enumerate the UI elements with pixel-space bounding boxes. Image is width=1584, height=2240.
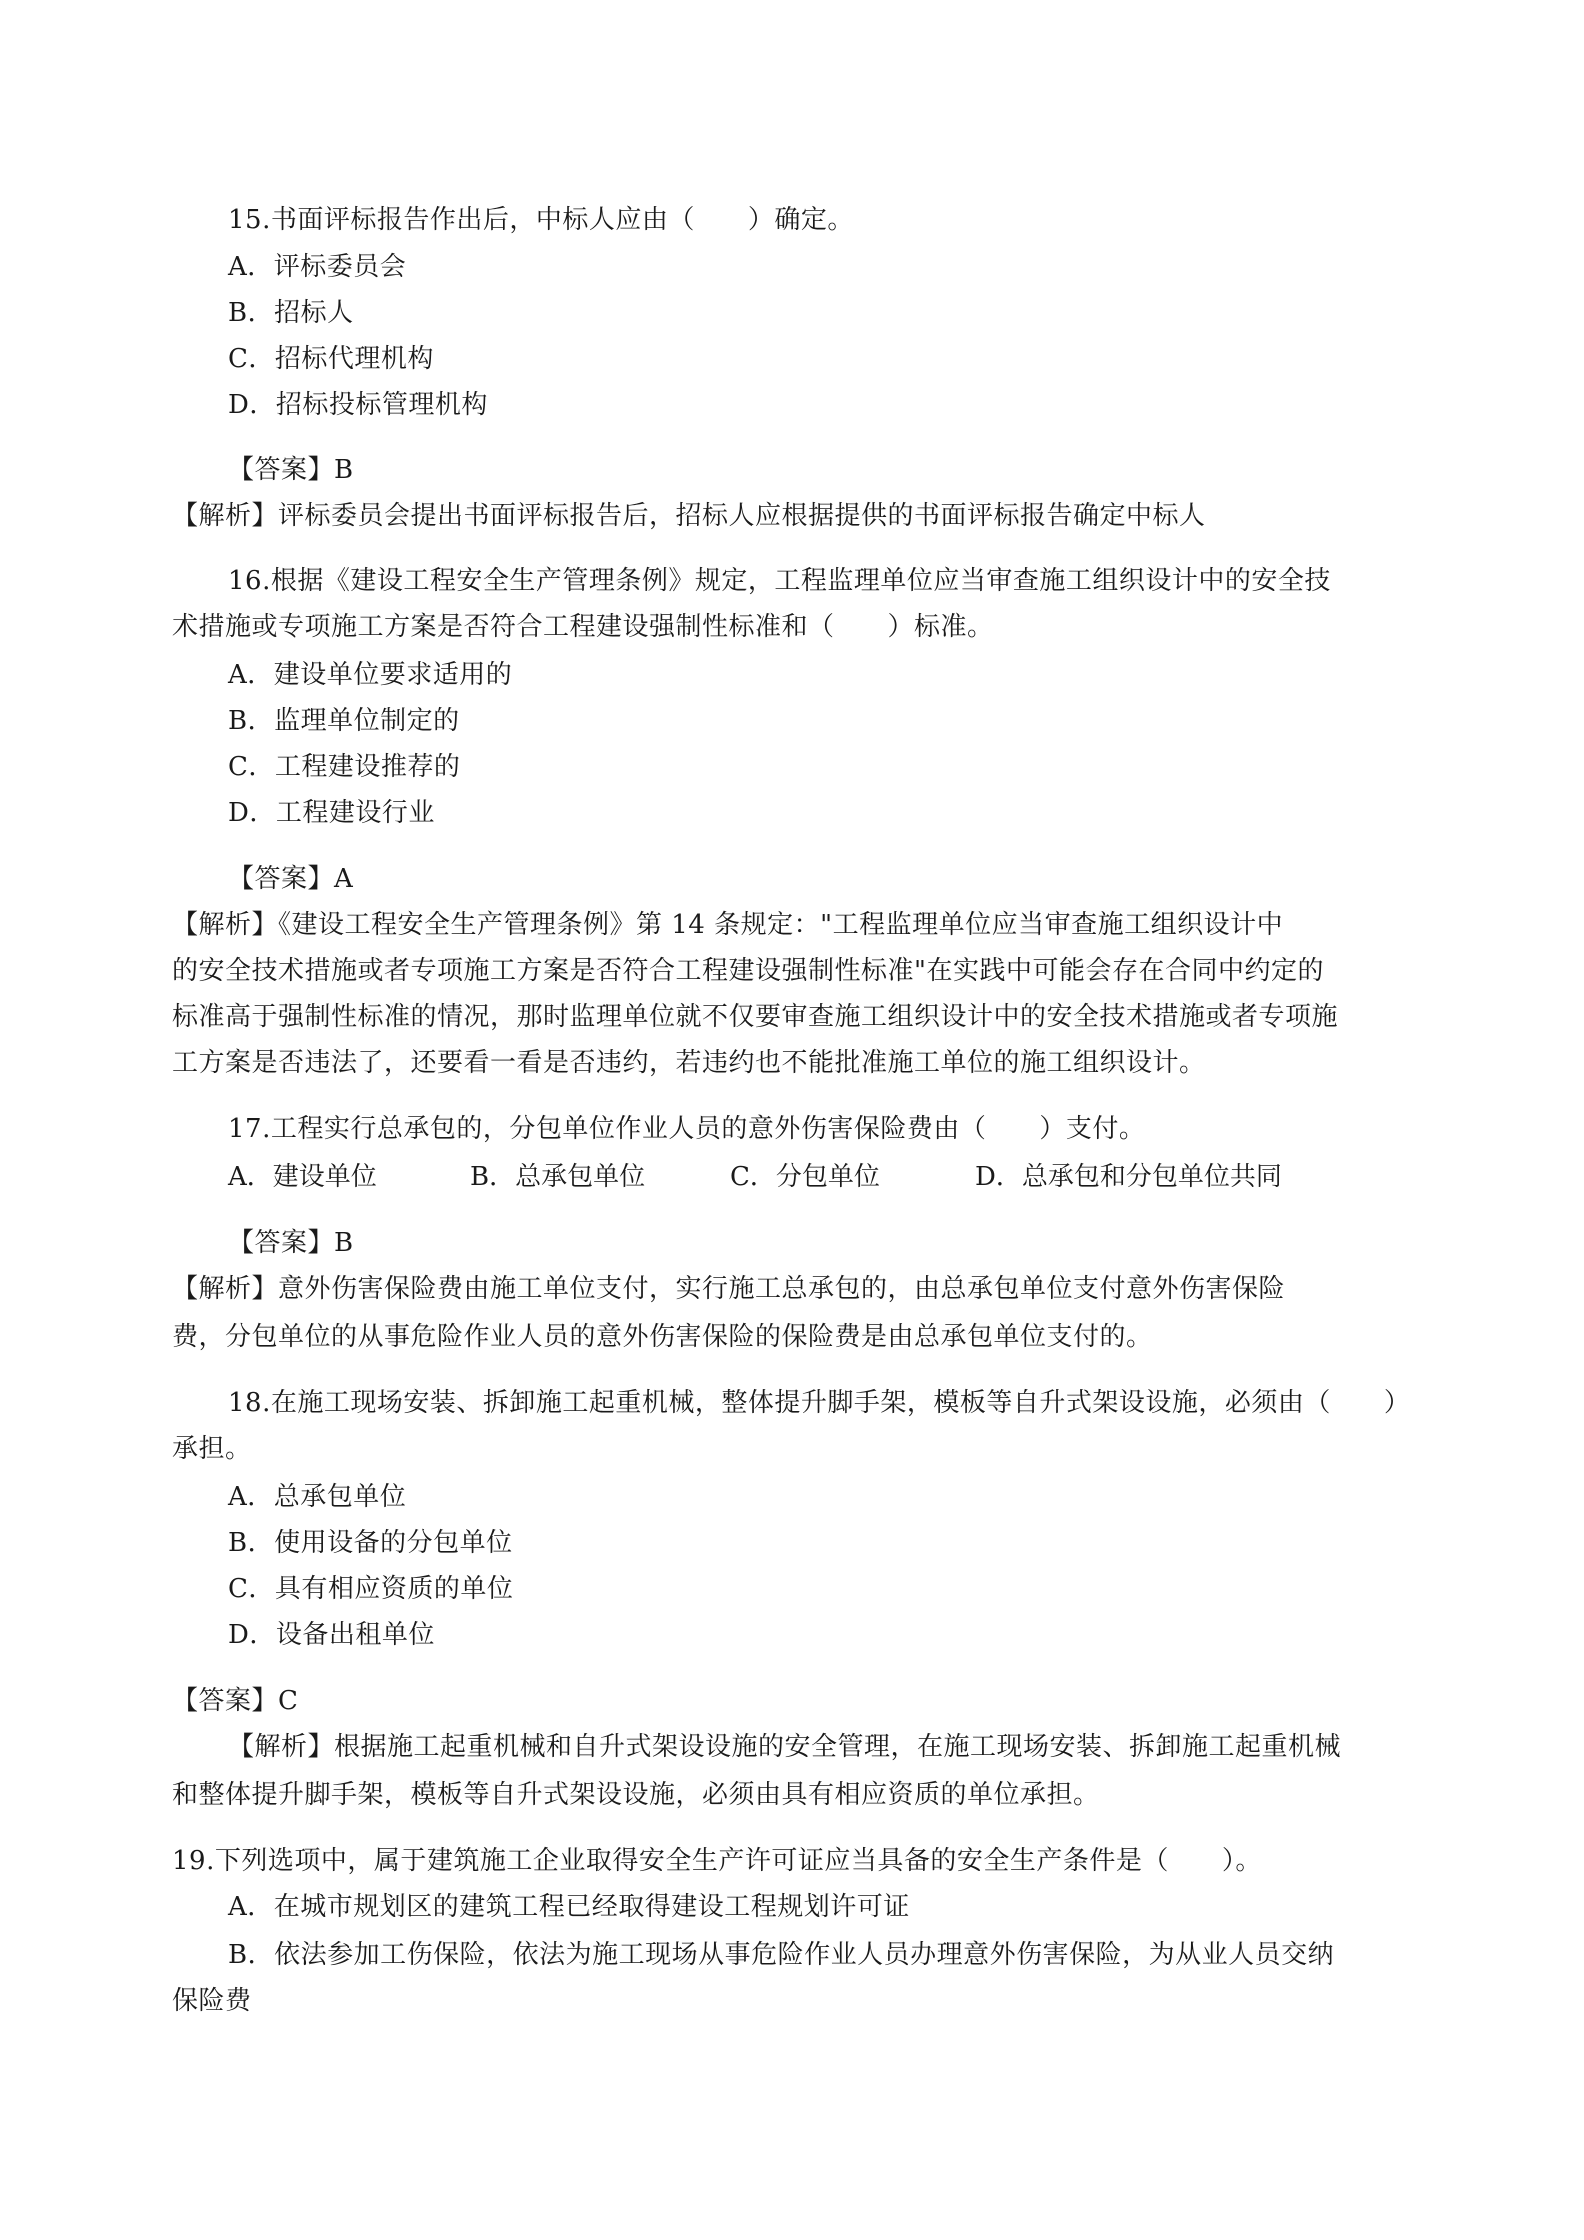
q15-stem: 15.书面评标报告作出后，中标人应由（ ）确定。 [228,205,854,235]
q15-analysis: 【解析】评标委员会提出书面评标报告后，招标人应根据提供的书面评标报告确定中标人 [172,501,1206,531]
q17-option-c: C．分包单位 [730,1162,880,1192]
q15-option-a: A．评标委员会 [228,252,407,282]
q17-option-a: A．建设单位 [228,1162,377,1192]
q18-option-a: A．总承包单位 [228,1482,407,1512]
q15-answer: 【答案】B [228,455,354,485]
q17-answer: 【答案】B [228,1228,354,1258]
q17-option-d: D．总承包和分包单位共同 [975,1162,1282,1192]
q15-option-c: C．招标代理机构 [228,344,434,374]
q18-answer: 【答案】C [172,1686,299,1716]
q16-analysis-line-2: 的安全技术措施或者专项施工方案是否符合工程建设强制性标准"在实践中可能会存在合同中约定的 [172,956,1324,986]
q18-option-b: B．使用设备的分包单位 [228,1528,513,1558]
q19-stem: 19.下列选项中，属于建筑施工企业取得安全生产许可证应当具备的安全生产条件是（ ）。 [172,1846,1262,1876]
q16-option-b: B．监理单位制定的 [228,706,460,736]
q19-option-b: B．依法参加工伤保险，依法为施工现场从事危险作业人员办理意外伤害保险，为从业人员交纳 [228,1940,1335,1970]
q17-analysis-line-1: 【解析】意外伤害保险费由施工单位支付，实行施工总承包的，由总承包单位支付意外伤害保险 [172,1274,1286,1304]
q16-analysis-line-1: 【解析】《建设工程安全生产管理条例》第 14 条规定："工程监理单位应当审查施工组织设计中 [172,910,1284,940]
q18-option-d: D．设备出租单位 [228,1620,435,1650]
q18-analysis-line-1: 【解析】根据施工起重机械和自升式架设设施的安全管理，在施工现场安装、拆卸施工起重机械 [228,1732,1342,1762]
q16-analysis-line-4: 工方案是否违法了，还要看一看是否违约，若违约也不能批准施工单位的施工组织设计。 [172,1048,1206,1078]
q17-stem: 17.工程实行总承包的，分包单位作业人员的意外伤害保险费由（ ）支付。 [228,1114,1146,1144]
q18-option-c: C．具有相应资质的单位 [228,1574,514,1604]
q16-answer: 【答案】A [228,864,354,894]
q16-stem-line-2: 术措施或专项施工方案是否符合工程建设强制性标准和（ ）标准。 [172,612,994,642]
q18-analysis-line-2: 和整体提升脚手架，模板等自升式架设设施，必须由具有相应资质的单位承担。 [172,1780,1100,1810]
q19-option-a: A．在城市规划区的建筑工程已经取得建设工程规划许可证 [228,1892,910,1922]
q16-option-d: D．工程建设行业 [228,798,435,828]
q15-option-b: B．招标人 [228,298,354,328]
q16-stem-line-1: 16.根据《建设工程安全生产管理条例》规定，工程监理单位应当审查施工组织设计中的安全技 [228,566,1331,596]
q19-option-b-continued: 保险费 [172,1986,252,2016]
q15-option-d: D．招标投标管理机构 [228,390,488,420]
q16-analysis-line-3: 标准高于强制性标准的情况，那时监理单位就不仅要审查施工组织设计中的安全技术措施或者专项施 [172,1002,1339,1032]
q18-stem-line-1: 18.在施工现场安装、拆卸施工起重机械，整体提升脚手架，模板等自升式架设设施，必须由（ ） [228,1388,1411,1418]
q16-option-c: C．工程建设推荐的 [228,752,461,782]
q18-stem-line-2: 承担。 [172,1434,252,1464]
q17-analysis-line-2: 费，分包单位的从事危险作业人员的意外伤害保险的保险费是由总承包单位支付的。 [172,1322,1153,1352]
q16-option-a: A．建设单位要求适用的 [228,660,513,690]
q17-option-b: B．总承包单位 [470,1162,646,1192]
